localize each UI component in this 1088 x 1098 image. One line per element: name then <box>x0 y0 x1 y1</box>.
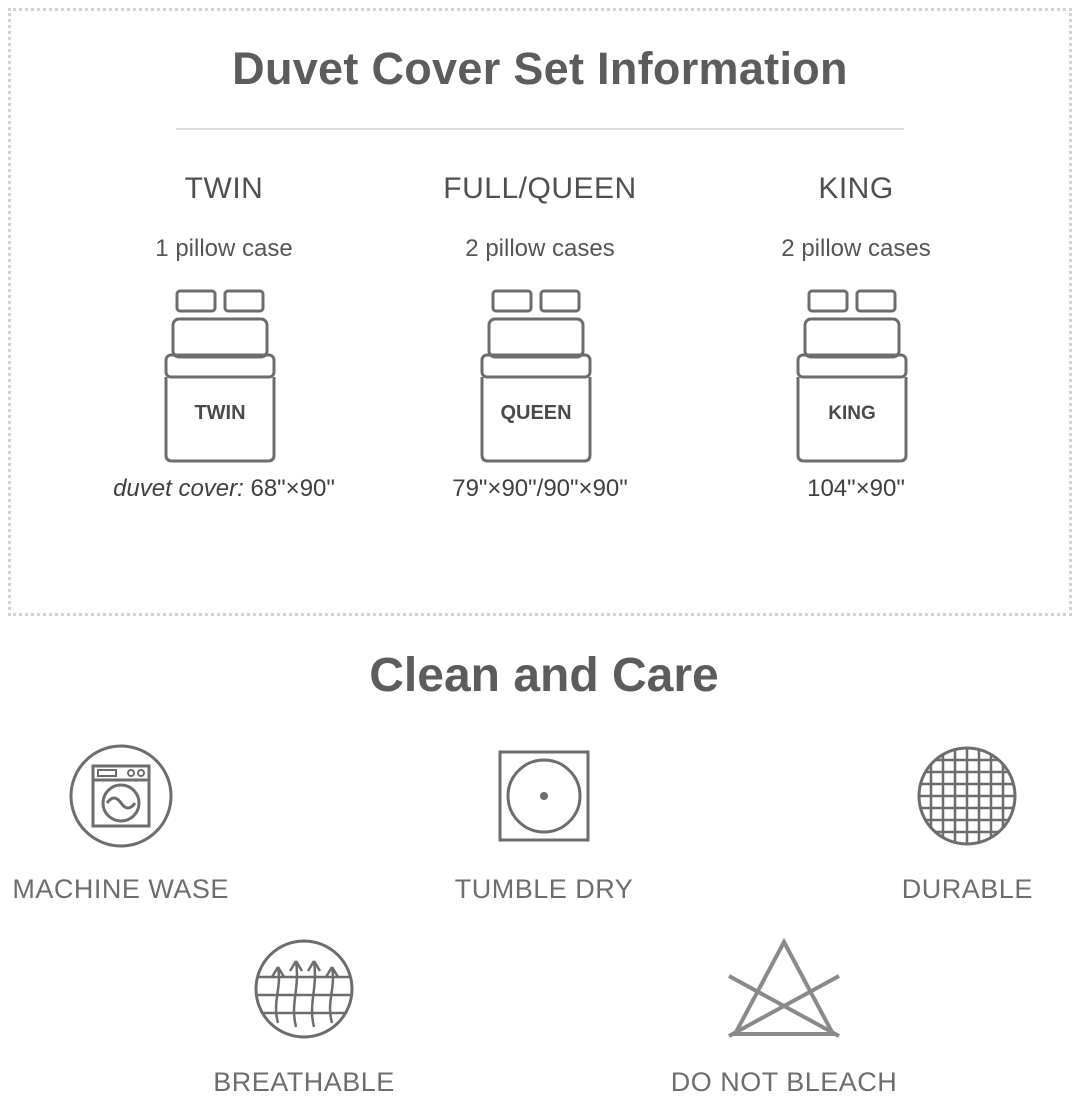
dimensions-lead: duvet cover: <box>113 475 244 502</box>
dimensions-king <box>701 475 1011 503</box>
size-name: KING <box>818 172 894 205</box>
bed-size-label: KING <box>828 403 876 424</box>
dimensions-value: 79"×90"/90"×90" <box>452 475 628 502</box>
bed-icon <box>159 287 289 463</box>
care-item-durable <box>847 742 1088 905</box>
do-not-bleach-icon <box>662 935 906 1043</box>
care-label: DO NOT BLEACH <box>670 1067 898 1097</box>
care-row-secondary <box>0 935 1088 1098</box>
page-title: Duvet Cover Set Information <box>232 43 848 94</box>
bed-illustration-queen <box>385 287 695 463</box>
title-divider <box>176 128 904 130</box>
size-column-king <box>701 172 1011 503</box>
care-label: TUMBLE DRY <box>454 874 634 904</box>
size-name: TWIN <box>184 172 264 205</box>
bed-icon <box>791 287 921 463</box>
dimensions-twin <box>69 475 379 503</box>
care-label: MACHINE WASE <box>12 874 229 904</box>
care-item-machine-wash <box>0 742 241 905</box>
bed-illustration-twin <box>69 287 379 463</box>
pillow-count: 2 pillow cases <box>465 235 615 262</box>
care-label: BREATHABLE <box>213 1067 395 1097</box>
dimensions-value: 68"×90" <box>243 475 335 502</box>
care-item-do-not-bleach <box>662 935 906 1098</box>
washing-machine-icon <box>0 742 241 850</box>
bed-icon <box>475 287 605 463</box>
care-label: DURABLE <box>901 874 1033 904</box>
size-name: FULL/QUEEN <box>443 172 637 205</box>
care-row-primary <box>0 742 1088 905</box>
care-title: Clean and Care <box>369 649 719 702</box>
bed-illustration-king <box>701 287 1011 463</box>
size-column-full-queen <box>385 172 695 503</box>
bed-size-label: TWIN <box>194 402 246 424</box>
duvet-info-panel <box>8 8 1072 616</box>
durable-mesh-icon <box>847 742 1088 850</box>
pillow-count: 2 pillow cases <box>781 235 931 262</box>
size-columns <box>69 172 1011 503</box>
bed-size-label: QUEEN <box>500 402 572 424</box>
care-item-breathable <box>182 935 426 1098</box>
care-item-tumble-dry <box>423 742 664 905</box>
tumble-dry-icon <box>423 742 664 850</box>
breathable-airflow-icon <box>182 935 426 1043</box>
pillow-count: 1 pillow case <box>155 235 293 262</box>
dimensions-value: 104"×90" <box>807 475 905 502</box>
size-column-twin <box>69 172 379 503</box>
dimensions-queen <box>385 475 695 503</box>
